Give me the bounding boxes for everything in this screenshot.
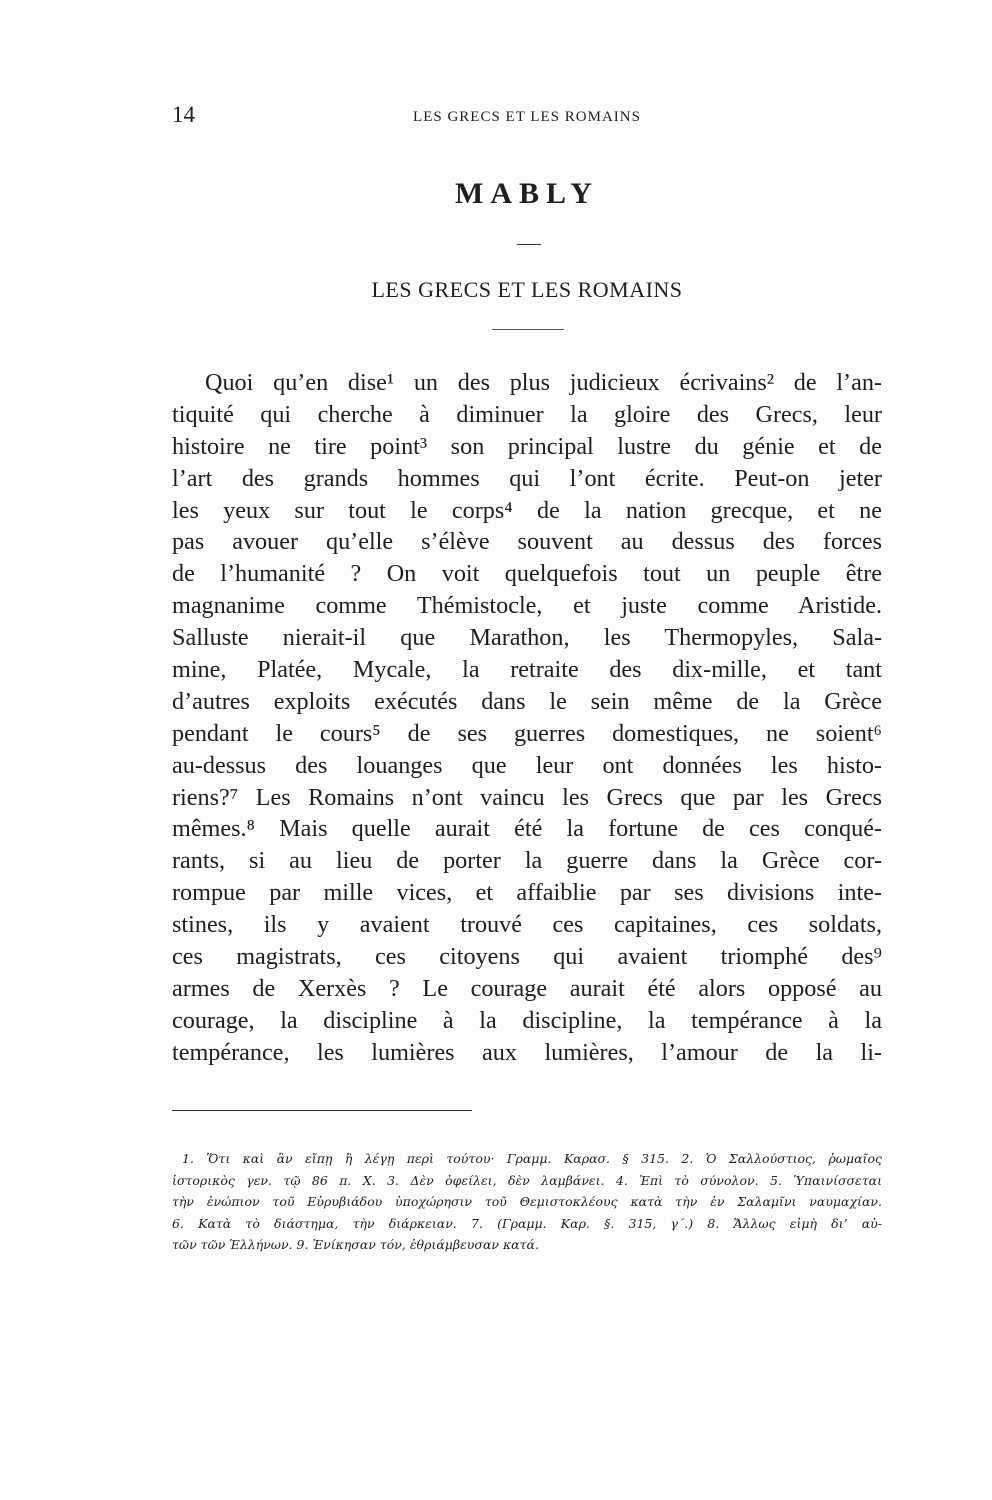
body-line: de l’humanité ? On voit quelquefois tout un peuple être: [172, 560, 882, 588]
body-line: tempérance, les lumières aux lumières, l’amour de la li-: [172, 1038, 882, 1066]
page-number: 14: [172, 102, 195, 127]
body-line: rants, si au lieu de porter la guerre dans la Grèce cor-: [172, 847, 882, 875]
body-line: rompue par mille vices, et affaiblie par ses divisions inte-: [172, 879, 882, 907]
body-line: courage, la discipline à la discipline, la tempérance à la: [172, 1006, 882, 1034]
body-line: d’autres exploits exécutés dans le sein même de la Grèce: [172, 687, 882, 715]
body-line: magnanime comme Thémistocle, et juste comme Aristide.: [172, 592, 882, 620]
body-line: pas avouer qu’elle s’élève souvent au dessus des forces: [172, 528, 882, 556]
footnotes: [172, 1148, 882, 1256]
body-line: l’art des grands hommes qui l’ont écrite. Peut-on jeter: [172, 464, 882, 492]
body-line: stines, ils y avaient trouvé ces capitaines, ces soldats,: [172, 911, 882, 939]
author-heading: MABLY: [455, 177, 599, 210]
body-line: Salluste nierait-il que Marathon, les Thermopyles, Sala-: [172, 624, 882, 652]
body-line: au-dessus des louanges que leur ont données les histo-: [172, 751, 882, 779]
body-line: pendant le cours⁵ de ses guerres domestiques, ne soient⁶: [172, 719, 882, 747]
footnote-line: ἱστορικὸς γεν. τῷ 86 π. Χ. 3. Δὲν ὀφείλει, δὲν λαμβάνει. 4. Ἐπὶ τὸ σύνολον. 5. Ὑπαινίσσεται: [172, 1172, 882, 1188]
body-line: tiquité qui cherche à diminuer la gloire des Grecs, leur: [172, 400, 882, 428]
footnote-line: 6. Κατὰ τὸ διάστημα, τὴν διάρκειαν. 7. (Γραμμ. Καρ. §. 315, γ´.) 8. Ἄλλως εἰμὴ δι’ αὐ-: [172, 1215, 882, 1231]
footnote-line: τῶν τῶν Ἑλλήνων. 9. Ἐνίκησαν τόν, ἐθριάμβευσαν κατά.: [172, 1237, 539, 1253]
title-rule: [492, 329, 564, 330]
body-line: riens?⁷ Les Romains n’ont vaincu les Grecs que par les Grecs: [172, 783, 882, 811]
body-line: mine, Platée, Mycale, la retraite des dix-mille, et tant: [172, 656, 882, 684]
body-line: les yeux sur tout le corps⁴ de la nation grecque, et ne: [172, 496, 882, 524]
footnote-rule: [172, 1110, 472, 1111]
heading-dash: [517, 244, 541, 245]
body-line: ces magistrats, ces citoyens qui avaient triomphé des⁹: [172, 943, 882, 971]
body-line: mêmes.⁸ Mais quelle aurait été la fortune de ces conqué-: [172, 815, 882, 843]
body-line: histoire ne tire point³ son principal lustre du génie et de: [172, 432, 882, 460]
body-line: Quoi qu’en dise¹ un des plus judicieux écrivains² de l’an-: [205, 369, 882, 396]
footnote-line: 1. Ὅτι καὶ ἂν εἴπῃ ἢ λέγῃ περὶ τούτου· Γραμμ. Καρασ. § 315. 2. Ὁ Σαλλούστιος, ῥωμαῖος: [182, 1151, 882, 1166]
footnote-line: τὴν ἐνώπιον τοῦ Εὐρυβιάδου ὑποχώρησιν τοῦ Θεμιστοκλέους κατὰ τὴν ἐν Σαλαμῖνι ναυμαχίαν.: [172, 1194, 882, 1210]
body-text: [172, 367, 882, 1069]
article-title: LES GRECS ET LES ROMAINS: [371, 277, 683, 302]
running-head: [172, 100, 882, 130]
running-title: LES GRECS ET LES ROMAINS: [413, 109, 641, 125]
body-line: armes de Xerxès ? Le courage aurait été alors opposé au: [172, 974, 882, 1002]
